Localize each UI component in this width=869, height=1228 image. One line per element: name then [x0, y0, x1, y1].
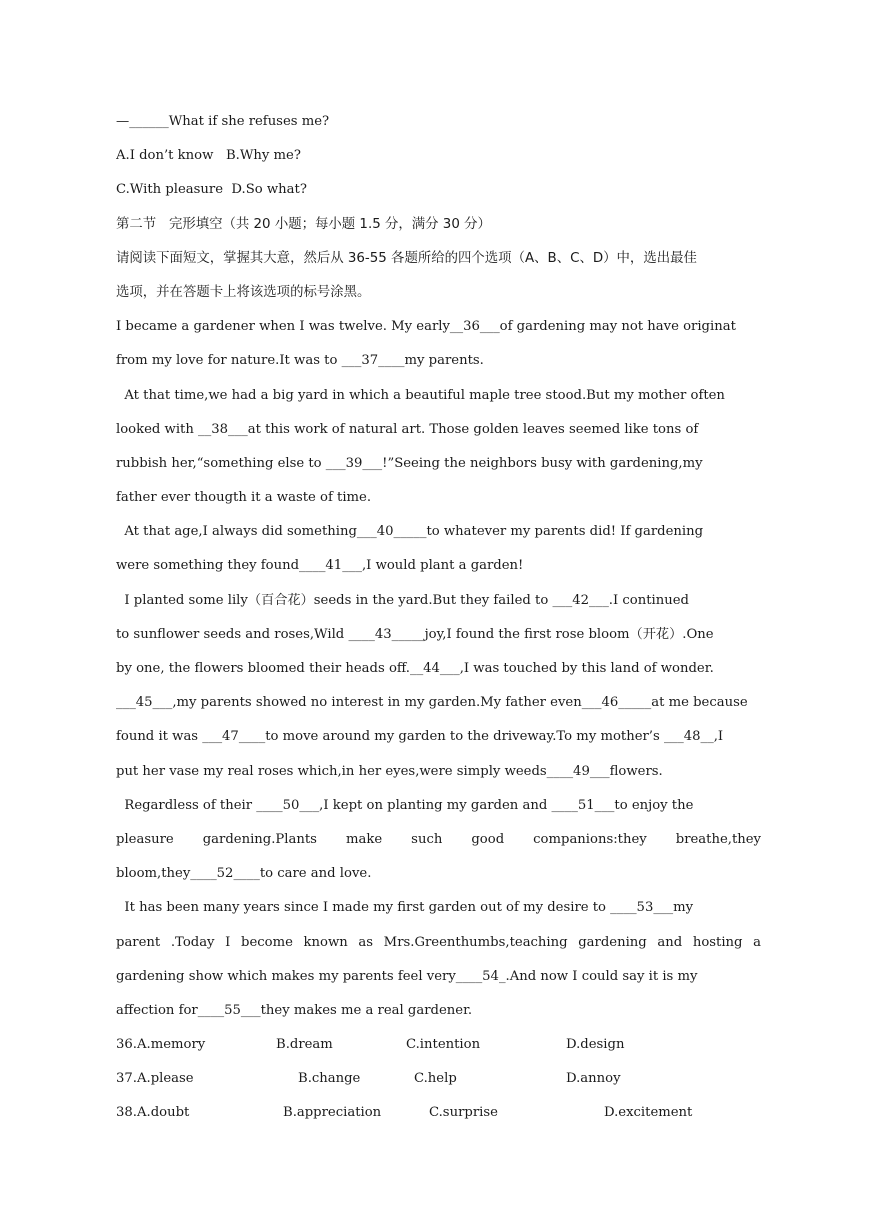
question-options-37 — [116, 1067, 761, 1101]
option-a: 36.A.memory — [116, 1037, 206, 1053]
passage-line: looked with __38___at this work of natural art. Those golden leaves seemed like tons of — [116, 421, 699, 437]
option-b: B.appreciation — [283, 1105, 382, 1121]
passage-line: Regardless of their ____50___,I kept on planting my garden and ____51___to enjoy the — [116, 797, 694, 813]
option-b: B.dream — [276, 1037, 333, 1053]
option-c: C.surprise — [429, 1105, 498, 1121]
passage-line: gardening show which makes my parents feel very____54_.And now I could say it is my — [116, 968, 698, 984]
passage-line: father ever thougth it a waste of time. — [116, 490, 372, 506]
option-a: 37.A.please — [116, 1071, 194, 1087]
passage-line: bloom,they____52____to care and love. — [116, 866, 372, 882]
passage-line: At that time,we had a big yard in which a beautiful maple tree stood.But my mother often — [116, 387, 725, 403]
passage-line: from my love for nature.It was to ___37____my parents. — [116, 353, 484, 369]
question-options-38 — [116, 1101, 761, 1135]
dialogue-line: —______What if she refuses me? — [116, 114, 330, 129]
passage-line: I planted some lily（百合花）seeds in the yard.But they failed to ___42___.I continued — [116, 592, 689, 608]
passage-line: At that age,I always did something___40_____to whatever my parents did! If gardening — [116, 524, 704, 540]
passage-line: rubbish her,“something else to ___39___!”Seeing the neighbors busy with gardening,my — [116, 455, 703, 471]
option-d: D.annoy — [566, 1071, 621, 1087]
passage-line: affection for____55___they makes me a real gardener. — [116, 1002, 473, 1018]
option-b: B.change — [298, 1071, 361, 1087]
passage-line: pleasure gardening.Plants make such good companions:they breathe,they — [116, 831, 761, 847]
question-options-36 — [116, 1033, 761, 1067]
option-line: C.With pleasure D.So what? — [116, 182, 307, 198]
option-d: D.design — [566, 1037, 625, 1053]
passage-line: parent .Today I become known as Mrs.Greenthumbs,teaching gardening and hosting a — [116, 934, 761, 950]
option-d: D.excitement — [604, 1105, 693, 1121]
passage-line: by one, the flowers bloomed their heads off.__44___,I was touched by this land of wonder. — [116, 661, 714, 676]
passage-line: found it was ___47____to move around my garden to the driveway.To my mother’s ___48__,I — [116, 729, 724, 745]
passage-line: put her vase my real roses which,in her eyes,were simply weeds____49___flowers. — [116, 763, 663, 779]
instruction-line: 选项，并在答题卡上将该选项的标号涂黑。 — [116, 284, 371, 300]
option-a: 38.A.doubt — [116, 1105, 190, 1121]
instruction-line: 请阅读下面短文，掌握其大意，然后从 36-55 各题所给的四个选项（A、B、C、D）中，选出最佳 — [116, 250, 697, 266]
passage-line: were something they found____41___,I would plant a garden! — [116, 558, 524, 574]
passage-line: I became a gardener when I was twelve. My early__36___of gardening may not have originat — [116, 319, 736, 335]
option-c: C.intention — [406, 1037, 481, 1053]
passage-line: It has been many years since I made my first garden out of my desire to ____53___my — [116, 900, 694, 916]
document-page — [116, 110, 761, 1136]
passage-line: to sunflower seeds and roses,Wild ____43_____joy,I found the first rose bloom（开花）.One — [116, 626, 714, 642]
passage-line: ___45___,my parents showed no interest in my garden.My father even___46_____at me because — [116, 695, 748, 711]
option-line: A.I don’t know B.Why me? — [116, 148, 301, 164]
section-heading: 第二节 完形填空（共 20 小题；每小题 1.5 分，满分 30 分） — [116, 216, 491, 232]
option-c: C.help — [414, 1071, 457, 1087]
